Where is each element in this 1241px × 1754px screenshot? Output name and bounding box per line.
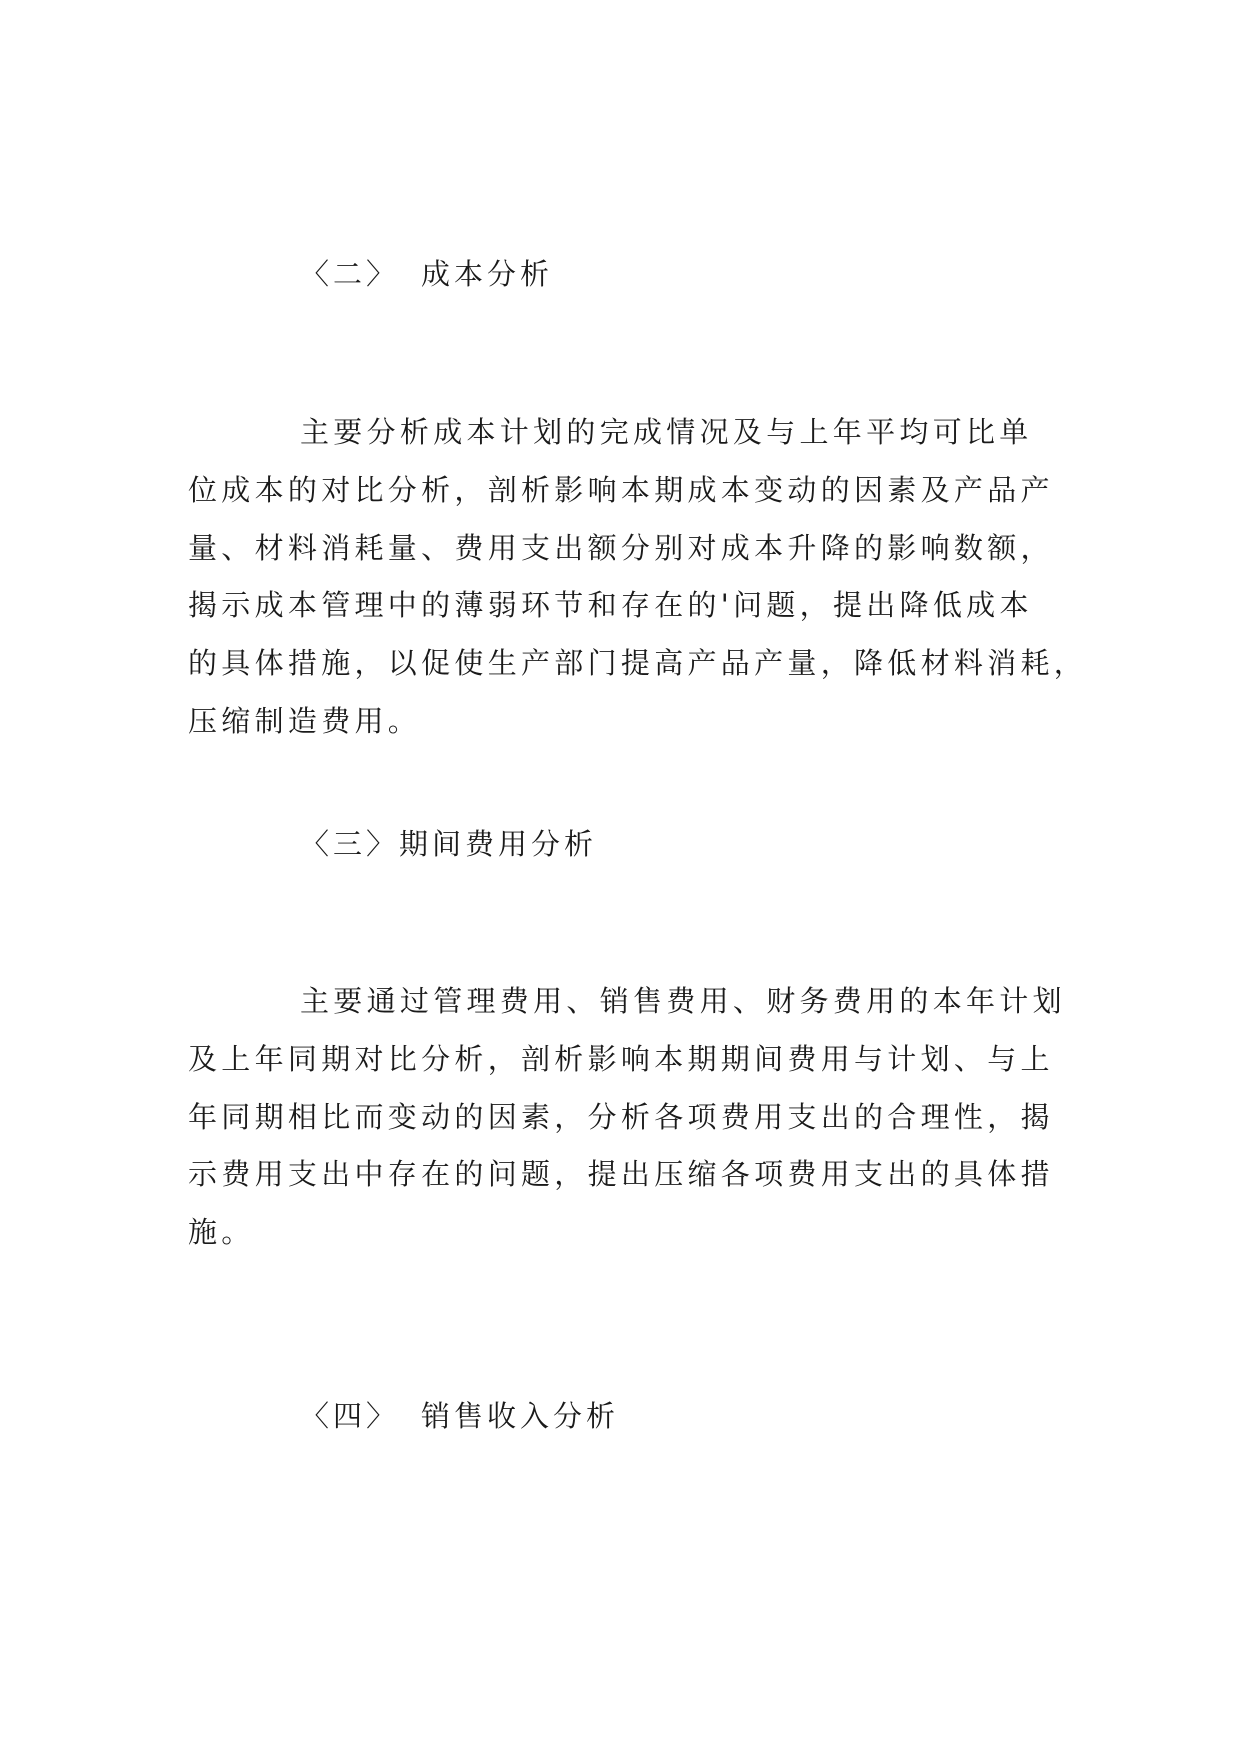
section-number: 〈二〉 <box>300 257 400 291</box>
section-number: 〈四〉 <box>300 1399 400 1433</box>
paragraph-line: 位成本的对比分析，剖析影响本期成本变动的因素及产品产 <box>188 472 1054 507</box>
paragraph-line: 主要通过管理费用、销售费用、财务费用的本年计划 <box>300 984 1066 1018</box>
paragraph-line: 示费用支出中存在的问题，提出压缩各项费用支出的具体措 <box>188 1157 1054 1192</box>
paragraph-line: 的具体措施，以促使生产部门提高产品产量，降低材料消耗， <box>188 646 1088 681</box>
paragraph-line: 年同期相比而变动的因素，分析各项费用支出的合理性，揭 <box>188 1099 1054 1134</box>
paragraph-line: 量、材料消耗量、费用支出额分别对成本升降的影响数额， <box>188 530 1054 565</box>
paragraph-line: 主要分析成本计划的完成情况及与上年平均可比单 <box>300 415 1033 449</box>
section-title: 成本分析 <box>421 257 554 291</box>
paragraph-line: 及上年同期对比分析，剖析影响本期期间费用与计划、与上 <box>188 1041 1054 1076</box>
section-heading-4 <box>300 1396 619 1436</box>
section-heading-3 <box>300 824 597 864</box>
section-number: 〈三〉 <box>300 827 400 861</box>
section-title: 期间费用分析 <box>399 827 598 861</box>
paragraph-line: 揭示成本管理中的薄弱环节和存在的'问题，提出降低成本 <box>188 588 1033 623</box>
section-paragraph-2 <box>188 404 1088 751</box>
paragraph-line: 施。 <box>188 1215 255 1250</box>
section-heading-2 <box>300 254 553 294</box>
section-title: 销售收入分析 <box>421 1399 620 1433</box>
section-paragraph-3 <box>188 973 1066 1262</box>
paragraph-line: 压缩制造费用。 <box>188 703 422 738</box>
